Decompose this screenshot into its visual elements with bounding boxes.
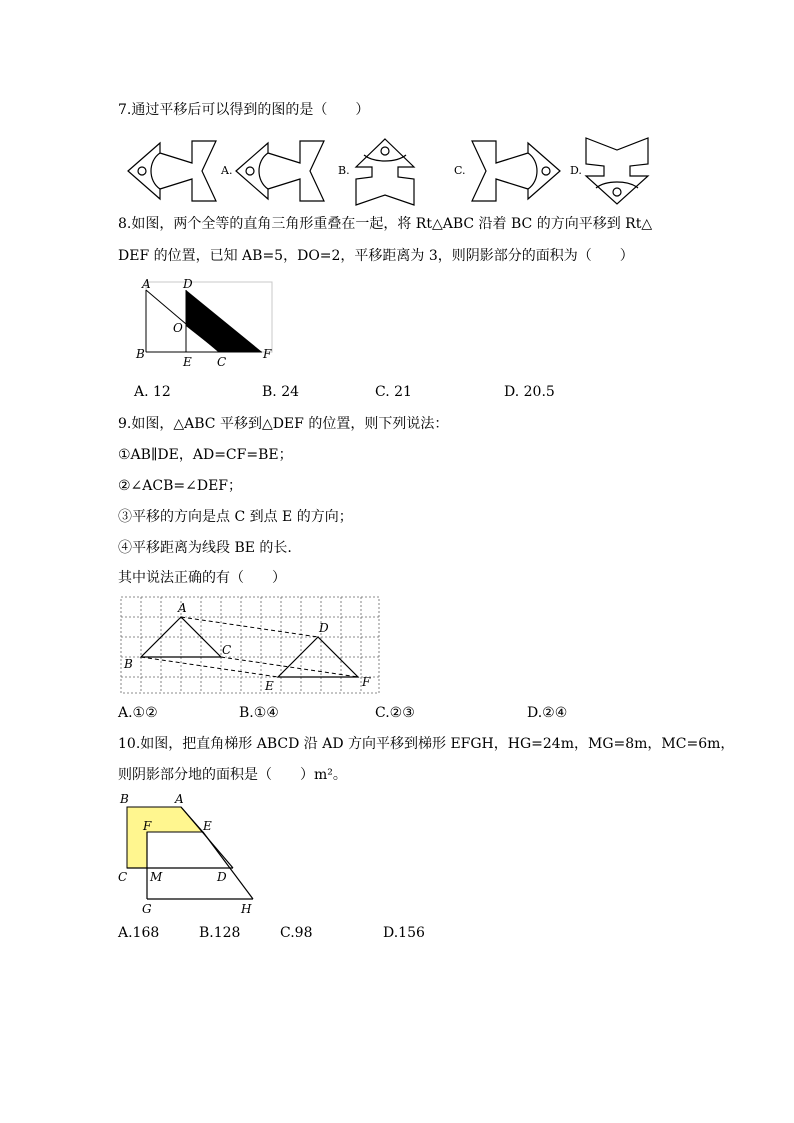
q10-stem-line1: 10.如图，把直角梯形 ABCD 沿 AD 方向平移到梯形 EFGH，HG=24m，MG=8m，MC=6m， (118, 736, 735, 752)
q10-label-b: B (120, 792, 129, 806)
q9-grid (121, 597, 379, 693)
q10-option-a[interactable]: A.168 (118, 925, 160, 941)
q9-label-b: B (124, 657, 133, 671)
q10-label-h: H (241, 902, 252, 916)
q9-figure (120, 596, 380, 694)
q10-label-m: M (150, 870, 163, 884)
q9-ask: 其中说法正确的有（ ） (118, 570, 286, 586)
q9-label-e: E (265, 679, 274, 693)
q7-option-d-label: D. (570, 164, 582, 177)
q7-option-a-label: A. (221, 164, 233, 177)
q9-label-f: F (362, 675, 371, 689)
q9-label-d: D (319, 621, 329, 635)
q9-statement-3: ③平移的方向是点 C 到点 E 的方向； (118, 509, 353, 525)
q7-option-b-figure[interactable] (352, 137, 418, 207)
q8-figure (130, 278, 280, 370)
q7-option-c-figure[interactable] (468, 139, 562, 203)
q8-stem-line2: DEF 的位置，已知 AB=5，DO=2，平移距离为 3，则阴影部分的面积为（ ） (118, 248, 634, 264)
q9-option-c[interactable]: C.②③ (375, 705, 415, 721)
q9-option-b[interactable]: B.①④ (239, 705, 279, 721)
q9-statement-1: ①AB∥DE，AD=CF=BE； (118, 447, 293, 463)
q8-label-f: F (263, 347, 272, 361)
q8-label-d: D (183, 277, 193, 291)
q8-label-e: E (183, 355, 192, 369)
q7-option-c-label: C. (454, 164, 466, 177)
q8-option-c[interactable]: C. 21 (375, 384, 412, 400)
q8-option-d[interactable]: D. 20.5 (504, 384, 555, 400)
q10-option-d[interactable]: D.156 (383, 925, 425, 941)
q10-label-e: E (203, 819, 212, 833)
q9-option-d[interactable]: D.②④ (527, 705, 568, 721)
q10-figure (115, 793, 260, 915)
q9-label-c: C (222, 643, 232, 657)
q10-label-d: D (217, 870, 227, 884)
q8-label-a: A (142, 277, 151, 291)
q9-option-a[interactable]: A.①② (118, 705, 158, 721)
q7-original-figure (126, 139, 220, 203)
q8-label-c: C (217, 355, 227, 369)
q8-option-b[interactable]: B. 24 (262, 384, 300, 400)
q7-option-b-label: B. (338, 164, 350, 177)
q9-label-a: A (178, 601, 187, 615)
q10-option-c[interactable]: C.98 (280, 925, 313, 941)
q9-statement-4: ④平移距离为线段 BE 的长. (118, 540, 292, 556)
q10-label-a: A (175, 792, 184, 806)
q8-option-a[interactable]: A. 12 (134, 384, 171, 400)
q10-shaded-region (127, 807, 203, 868)
q10-stem-line2: 则阴影部分地的面积是（ ）m²。 (118, 767, 347, 783)
q7-option-a-figure[interactable] (234, 139, 328, 203)
q8-label-o: O (173, 321, 183, 335)
q10-label-f: F (143, 819, 152, 833)
q10-label-g: G (142, 902, 152, 916)
q8-shaded-region (186, 290, 262, 352)
q10-option-b[interactable]: B.128 (199, 925, 241, 941)
q9-statement-2: ②∠ACB=∠DEF； (118, 478, 243, 494)
q8-stem-line1: 8.如图，两个全等的直角三角形重叠在一起，将 Rt△ABC 沿着 BC 的方向平移到 Rt△ (118, 216, 653, 232)
q10-label-c: C (118, 870, 128, 884)
q8-label-b: B (136, 347, 145, 361)
q7-stem: 7.通过平移后可以得到的图的是（ ） (118, 102, 370, 118)
q7-option-d-figure[interactable] (582, 136, 652, 206)
q9-stem: 9.如图，△ABC 平移到△DEF 的位置，则下列说法： (118, 416, 449, 432)
